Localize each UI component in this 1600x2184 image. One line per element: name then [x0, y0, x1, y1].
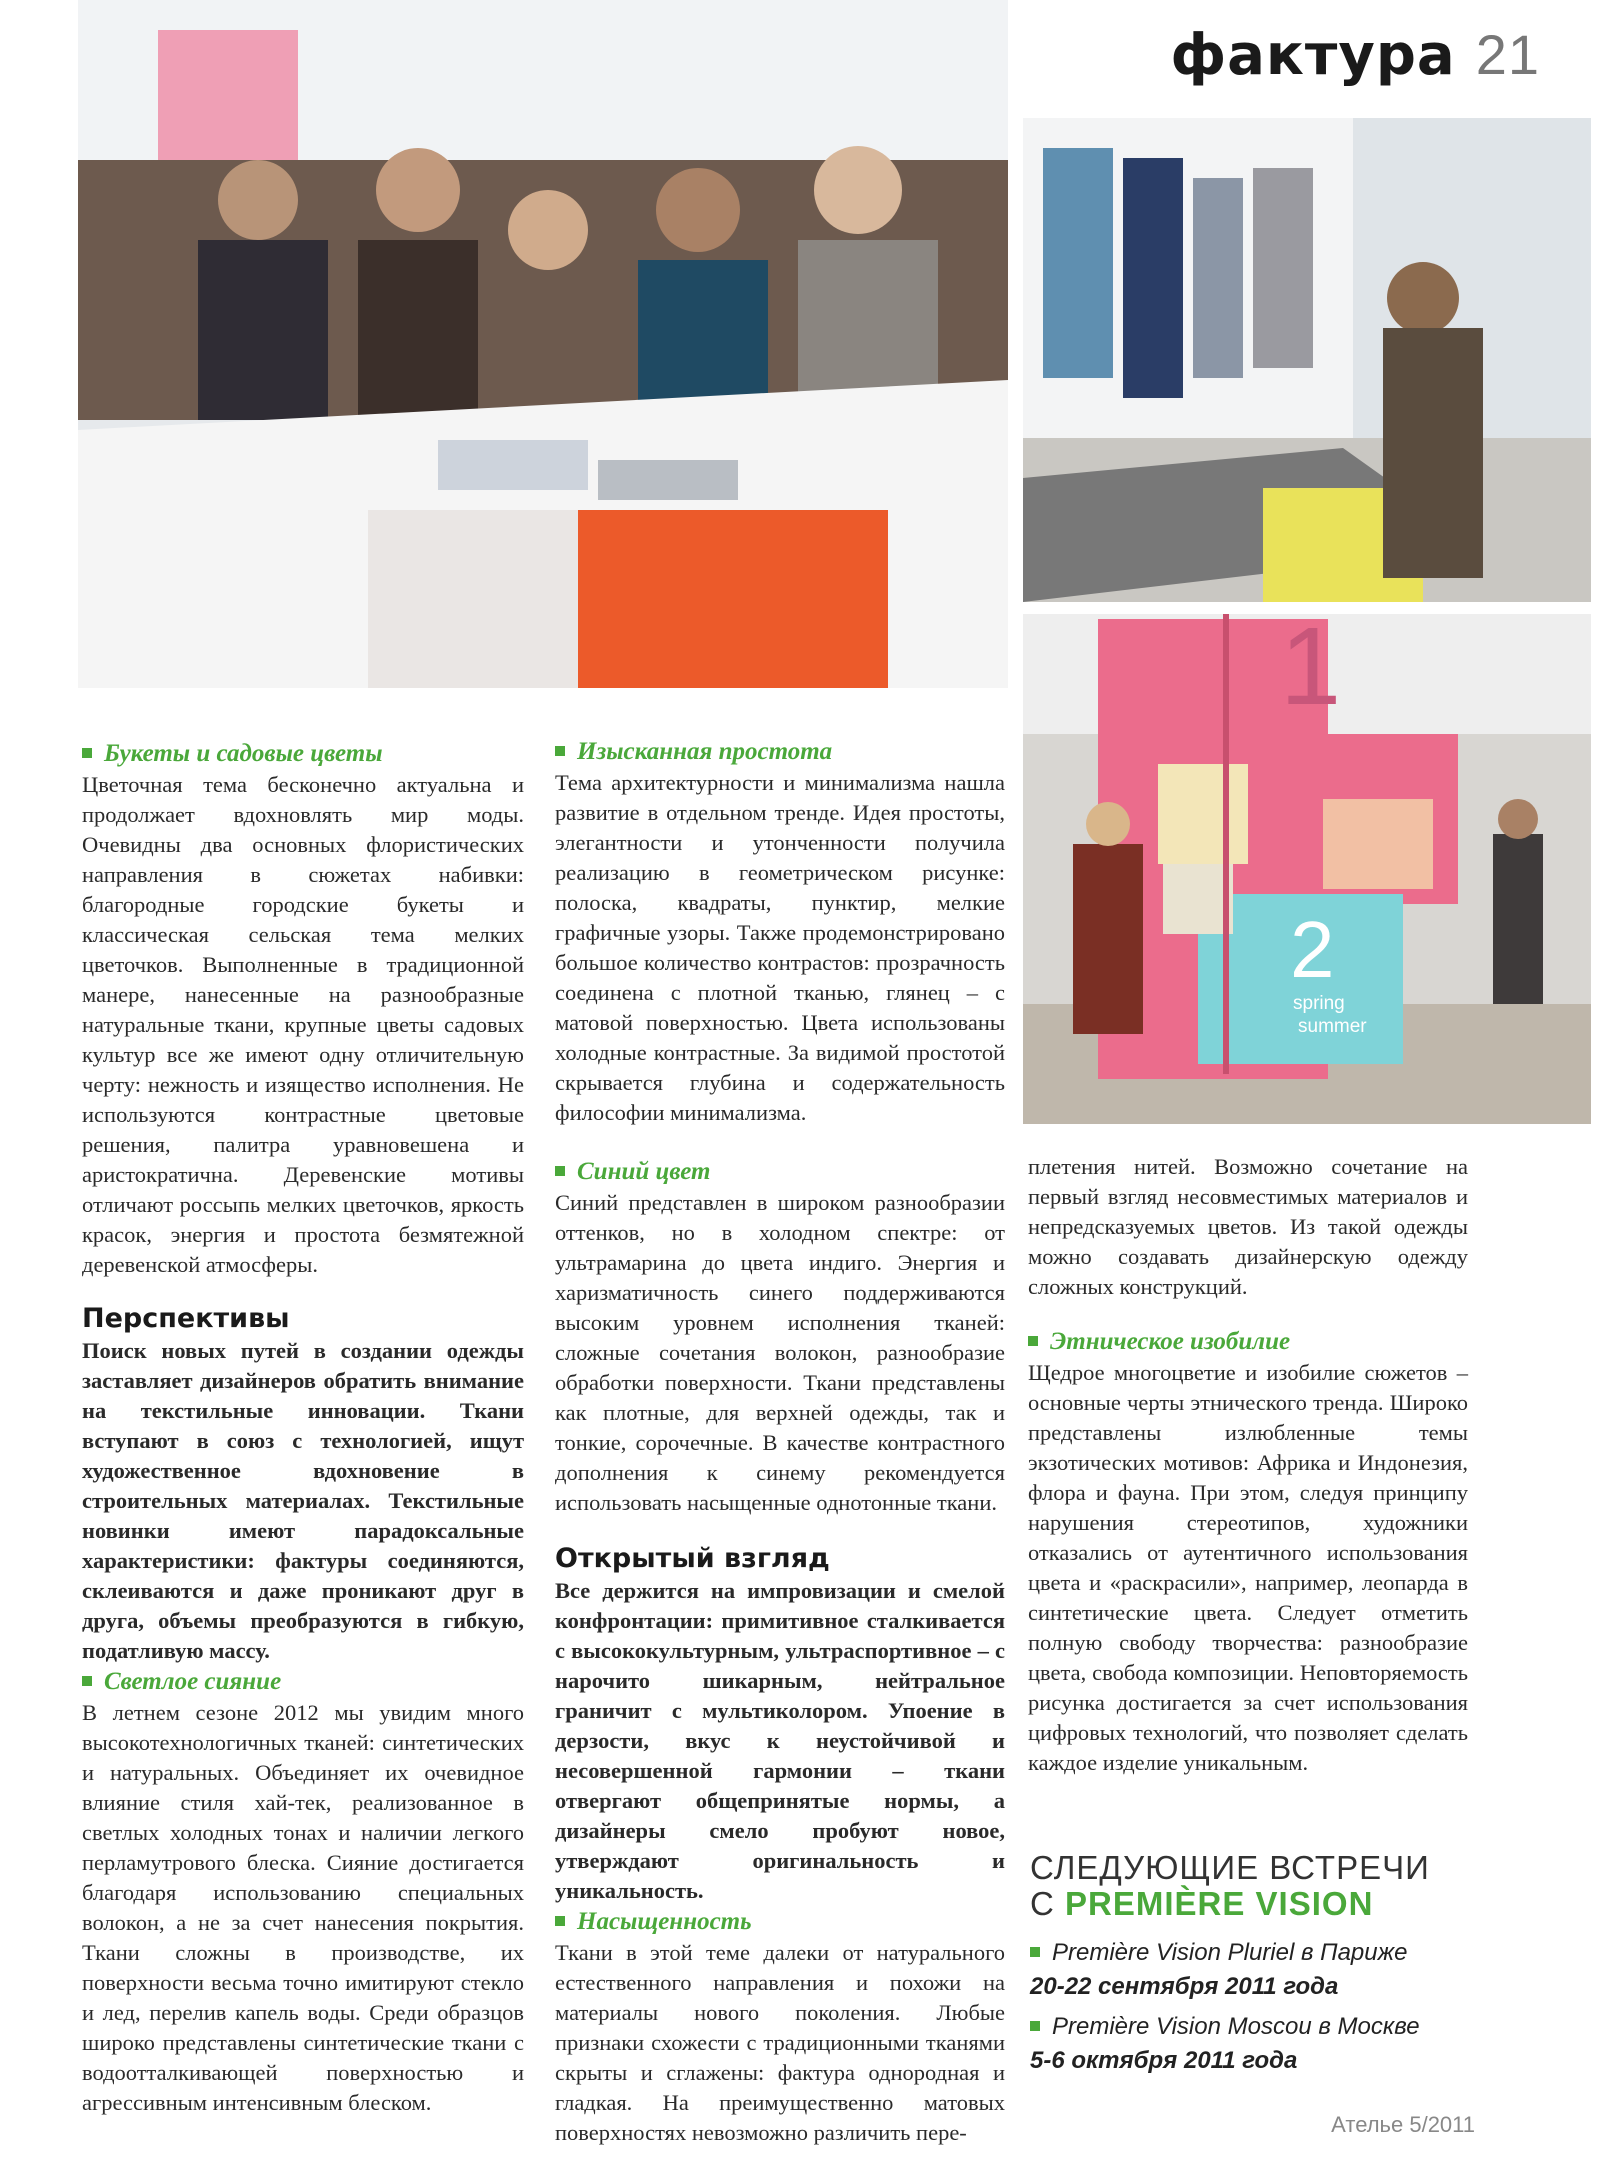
issue-footer: Ателье 5/2011 [1331, 2112, 1475, 2137]
heading-perspectives: Перспективы [82, 1303, 290, 1334]
photo-presentation-crowd [78, 0, 1008, 688]
meeting-item [1030, 2010, 1550, 2078]
stand-caption-summer: summer [1298, 1016, 1367, 1037]
heading-open-view: Открытый взгляд [555, 1543, 830, 1574]
meeting-date: 20-22 сентября 2011 года [1030, 1973, 1339, 2000]
meeting-item [1030, 1936, 1550, 2004]
subheading-blue: Синий цвет [555, 1156, 1005, 1188]
column-2 [555, 736, 1005, 2148]
text-saturation: Ткани в этой теме далеки от натурального естественного направления и похожи на материалы нового поколения. Любые признаки схожести с традиционными тканями скрыты и сглажены: фактура однородная и гладкая. На преимущественно матовых поверхностях невозможно различить пере- [555, 1940, 1005, 2145]
text-bouquets: Цветочная тема бесконечно актуальна и продолжает вдохновлять мир моды. Очевидны два основных флористических направления в сюжетах набивки: благородные городские букеты и классическая сельская тема мелких цветочков. Выполненные в традиционной манере, нанесенные на разнообразные натуральные ткани, крупные цветы садовых культур все же имеют одну отличительную черту: нежность и изящество исполнения. Не используются контрастные цветовые решения, палитра уравновешена и аристократична. Деревенские мотивы отличают россыпь мелких цветочков, яркость красок, энергия и простота безмятежной деревенской атмосферы. [82, 772, 524, 1277]
meetings-title: СЛЕДУЮЩИЕ ВСТРЕЧИ С PREMIÈRE VISION [1030, 1849, 1430, 1922]
bullet-square-icon [555, 746, 565, 756]
subheading-light-shine: Светлое сияние [82, 1666, 524, 1698]
text-continuation: плетения нитей. Возможно сочетание на первый взгляд несовместимых материалов и непредсказуемых цветов. Из такой одежды можно создавать дизайнерскую одежду сложных конструкций. [1028, 1154, 1468, 1299]
column-1 [82, 738, 524, 2118]
stand-number-1: 1 [1280, 605, 1342, 728]
subheading-refined-simplicity: Изысканная простота [555, 736, 1005, 768]
subheading-ethnic: Этническое изобилие [1028, 1326, 1468, 1358]
lead-perspectives: Поиск новых путей в создании одежды заставляет дизайнеров обратить внимание на текстильные инновации. Ткани вступают в союз с технологией, ищут художественное вдохновение в строительных материалах. Текстильные новинки имеют парадоксальные характеристики: фактуры соединяются, склеиваются и даже проникают друг в друга, объемы преобразуются в гибкую, податливую массу. [82, 1338, 524, 1663]
meeting-event: Première Vision Moscou в Москве [1030, 2010, 1550, 2044]
bullet-square-icon [555, 1166, 565, 1176]
bullet-square-icon [555, 1916, 565, 1926]
column-3 [1028, 1152, 1468, 1778]
text-ethnic: Щедрое многоцветие и изобилие сюжетов – основные черты этнического тренда. Широко представлены излюбленные темы экзотических мотивов: Африка и Индонезия, флора и фауна. При этом, следуя принципу нарушения стереотипов, художники отказались от аутентичного использования цвета и «раскрасили», например, леопарда в синтетические цвета. Следует отметить полную свободу творчества: разнообразие цвета, свобода композиции. Неповторяемость рисунка достигается за счет использования цифровых технологий, что позволяет сделать каждое изделие уникальным. [1028, 1360, 1468, 1775]
subheading-bouquets: Букеты и садовые цветы [82, 738, 524, 770]
text-refined-simplicity: Тема архитектурности и минимализма нашла развитие в отдельном тренде. Идея простоты, элегантности и утонченности получила реализацию в геометрическом рисунке: полоска, квадраты, пунктир, мелкие графичные узоры. Также продемонстрировано большое количество контрастов: прозрачность соединена с плотной тканью, глянец – с матовой поверхностью. Цвета использованы холодные контрастные. За видимой простотой скрывается глубина и содержательность философии минимализма. [555, 770, 1005, 1125]
bullet-square-icon [1030, 1947, 1040, 1957]
next-meetings [1030, 1850, 1550, 2078]
stand-number-2: 2 [1290, 905, 1335, 994]
stand-caption-spring: spring [1293, 993, 1345, 1014]
section-title [1171, 22, 1541, 88]
bullet-square-icon [1028, 1336, 1038, 1346]
meeting-event: Première Vision Pluriel в Париже [1030, 1936, 1550, 1970]
premiere-vision-brand: PREMIÈRE VISION [1065, 1885, 1374, 1922]
bullet-square-icon [82, 1676, 92, 1686]
subheading-saturation: Насыщенность [555, 1906, 1005, 1938]
text-blue: Синий представлен в широком разнообразии оттенков, но в холодном спектре: от ультрамарина до цвета индиго. Энергия и харизматичность синего поддерживаются высоким уровнем исполнения тканей: сложные сочетания волокон, разнообразие обработки поверхности. Ткани представлены как плотные, для верхней одежды, так и тонкие, сорочечные. В качестве контрастного дополнения к синему рекомендуется использовать насыщенные однотонные ткани. [555, 1190, 1005, 1515]
bullet-square-icon [1030, 2021, 1040, 2031]
text-light-shine: В летнем сезоне 2012 мы увидим много высокотехнологичных тканей: синтетических и натуральных. Объединяет их очевидное влияние стиля хай-тек, реализованное в светлых холодных тонах и наличии легкого перламутрового блеска. Сияние достигается благодаря использованию специальных волокон, а не за счет нанесения покрытия. Ткани сложны в производстве, их поверхности весьма точно имитируют стекло и лед, перелив капель воды. Среди образцов широко представлены синтетические ткани с водоотталкивающей поверхностью и агрессивным интенсивным блеском. [82, 1700, 524, 2115]
page-number: 21 [1475, 23, 1540, 86]
meeting-date: 5-6 октября 2011 года [1030, 2047, 1298, 2074]
lead-open-view: Все держится на импровизации и смелой конфронтации: примитивное сталкивается с высококультурным, ультраспортивное – с нарочито шикарным, нейтральное граничит с мультиколором. Упоение в дерзости, вкус к неустойчивой и несовершенной гармонии – ткани отвергают общепринятые нормы, а дизайнеры смело пробуют новое, утверждают оригинальность и уникальность. [555, 1578, 1005, 1903]
photo-woman-examining-fabrics [1023, 118, 1591, 602]
bullet-square-icon [82, 748, 92, 758]
section-name: фактура [1170, 23, 1456, 88]
